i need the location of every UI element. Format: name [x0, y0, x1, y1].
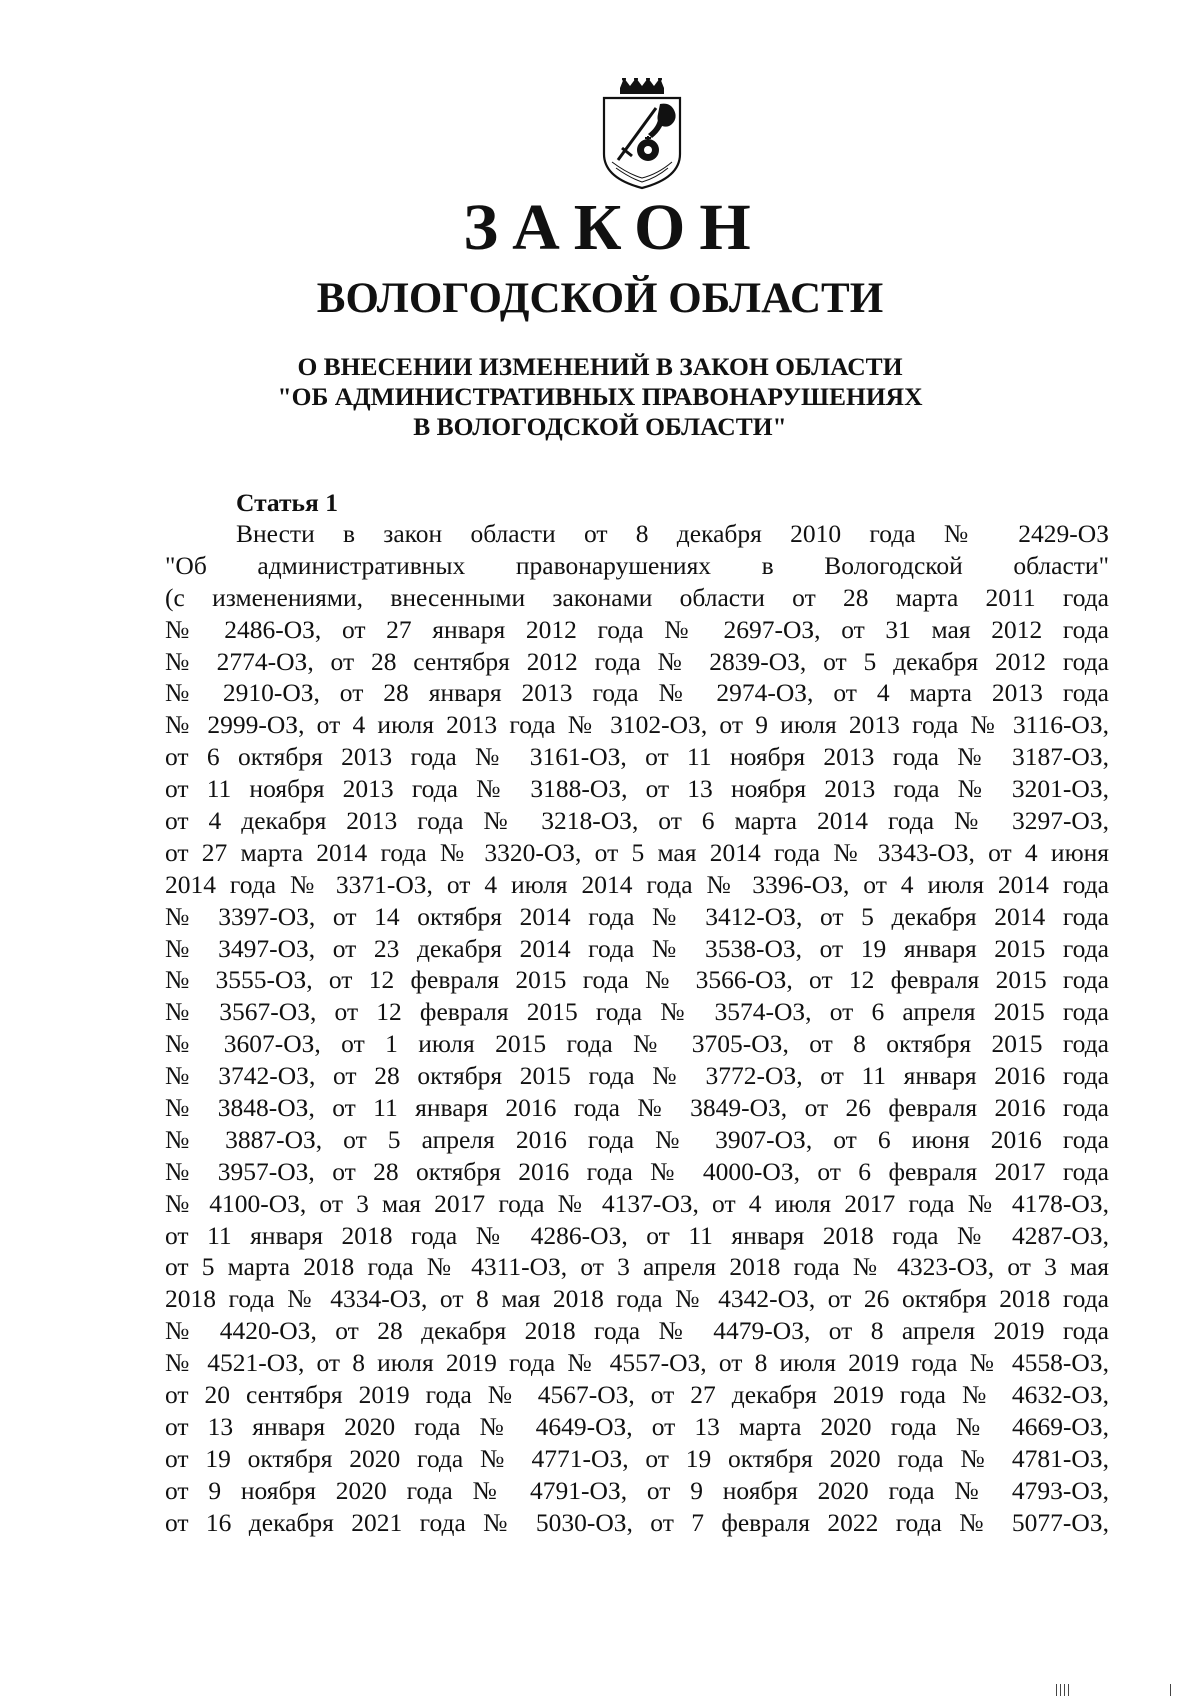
body-line: от 27 марта 2014 года № 3320-ОЗ, от 5 мая 2014 года № 3343-ОЗ, от 4 июня	[165, 837, 1109, 867]
body-line: 2014 года № 3371-ОЗ, от 4 июля 2014 года № 3396-ОЗ, от 4 июля 2014 года	[165, 869, 1109, 899]
body-line: № 4420-ОЗ, от 28 декабря 2018 года № 4479-ОЗ, от 8 апреля 2019 года	[165, 1316, 1109, 1346]
body-line: № 3397-ОЗ, от 14 октября 2014 года № 3412-ОЗ, от 5 декабря 2014 года	[165, 901, 1109, 931]
vologda-coat-of-arms-icon	[598, 78, 686, 190]
body-line: от 9 ноября 2020 года № 4791-ОЗ, от 9 ноября 2020 года № 4793-ОЗ,	[165, 1475, 1109, 1505]
body-line: № 2999-ОЗ, от 4 июля 2013 года № 3102-ОЗ, от 9 июля 2013 года № 3116-ОЗ,	[165, 710, 1109, 740]
body-line: от 11 ноября 2013 года № 3188-ОЗ, от 13 ноября 2013 года № 3201-ОЗ,	[165, 774, 1109, 804]
scan-mark	[1056, 1684, 1057, 1696]
body-line: от 19 октября 2020 года № 4771-ОЗ, от 19 октября 2020 года № 4781-ОЗ,	[165, 1443, 1109, 1473]
body-line: № 3567-ОЗ, от 12 февраля 2015 года № 3574-ОЗ, от 6 апреля 2015 года	[165, 997, 1109, 1027]
body-line: Внести в закон области от 8 декабря 2010 года № 2429-ОЗ	[236, 519, 1109, 548]
article-title: Статья 1	[236, 488, 338, 517]
body-line: № 3848-ОЗ, от 11 января 2016 года № 3849-ОЗ, от 26 февраля 2016 года	[165, 1093, 1109, 1123]
document-heading	[0, 352, 1200, 442]
body-line: № 3957-ОЗ, от 28 октября 2016 года № 4000-ОЗ, от 6 февраля 2017 года	[165, 1156, 1109, 1186]
body-line: (с изменениями, внесенными законами области от 28 марта 2011 года	[165, 582, 1109, 612]
body-line: № 4100-ОЗ, от 3 мая 2017 года № 4137-ОЗ, от 4 июля 2017 года № 4178-ОЗ,	[165, 1188, 1109, 1218]
body-line: № 2910-ОЗ, от 28 января 2013 года № 2974-ОЗ, от 4 марта 2013 года	[165, 678, 1109, 708]
heading-line: О ВНЕСЕНИИ ИЗМЕНЕНИЙ В ЗАКОН ОБЛАСТИ	[297, 352, 903, 381]
heading-line: "ОБ АДМИНИСТРАТИВНЫХ ПРАВОНАРУШЕНИЯХ	[277, 382, 923, 411]
document-region: ВОЛОГОДСКОЙ ОБЛАСТИ	[316, 275, 884, 322]
scan-mark	[1064, 1684, 1065, 1696]
article-body	[165, 518, 1109, 1539]
scan-mark	[1060, 1684, 1061, 1696]
body-line: от 4 декабря 2013 года № 3218-ОЗ, от 6 марта 2014 года № 3297-ОЗ,	[165, 806, 1109, 836]
body-line: от 16 декабря 2021 года № 5030-ОЗ, от 7 февраля 2022 года № 5077-ОЗ,	[165, 1507, 1109, 1537]
heading-line: В ВОЛОГОДСКОЙ ОБЛАСТИ"	[413, 412, 787, 441]
body-line: № 3555-ОЗ, от 12 февраля 2015 года № 3566-ОЗ, от 12 февраля 2015 года	[165, 965, 1109, 995]
body-line: от 13 января 2020 года № 4649-ОЗ, от 13 марта 2020 года № 4669-ОЗ,	[165, 1411, 1109, 1441]
body-line: от 20 сентября 2019 года № 4567-ОЗ, от 27 декабря 2019 года № 4632-ОЗ,	[165, 1380, 1109, 1410]
body-line: № 4521-ОЗ, от 8 июля 2019 года № 4557-ОЗ, от 8 июля 2019 года № 4558-ОЗ,	[165, 1348, 1109, 1378]
body-line: от 5 марта 2018 года № 4311-ОЗ, от 3 апреля 2018 года № 4323-ОЗ, от 3 мая	[165, 1252, 1109, 1282]
body-line: № 3607-ОЗ, от 1 июля 2015 года № 3705-ОЗ, от 8 октября 2015 года	[165, 1029, 1109, 1059]
document-title: ЗАКОН	[463, 191, 765, 264]
body-line: от 6 октября 2013 года № 3161-ОЗ, от 11 ноября 2013 года № 3187-ОЗ,	[165, 742, 1109, 772]
scan-mark	[1068, 1684, 1069, 1696]
body-line: № 2486-ОЗ, от 27 января 2012 года № 2697-ОЗ, от 31 мая 2012 года	[165, 614, 1109, 644]
body-line: от 11 января 2018 года № 4286-ОЗ, от 11 января 2018 года № 4287-ОЗ,	[165, 1220, 1109, 1250]
body-line: № 3887-ОЗ, от 5 апреля 2016 года № 3907-ОЗ, от 6 июня 2016 года	[165, 1124, 1109, 1154]
body-line: 2018 года № 4334-ОЗ, от 8 мая 2018 года № 4342-ОЗ, от 26 октября 2018 года	[165, 1284, 1109, 1314]
body-line: "Об административных правонарушениях в Вологодской области"	[165, 550, 1109, 580]
scan-mark	[1170, 1684, 1171, 1696]
body-line: № 3497-ОЗ, от 23 декабря 2014 года № 3538-ОЗ, от 19 января 2015 года	[165, 933, 1109, 963]
body-line: № 2774-ОЗ, от 28 сентября 2012 года № 2839-ОЗ, от 5 декабря 2012 года	[165, 646, 1109, 676]
body-line: № 3742-ОЗ, от 28 октября 2015 года № 3772-ОЗ, от 11 января 2016 года	[165, 1061, 1109, 1091]
